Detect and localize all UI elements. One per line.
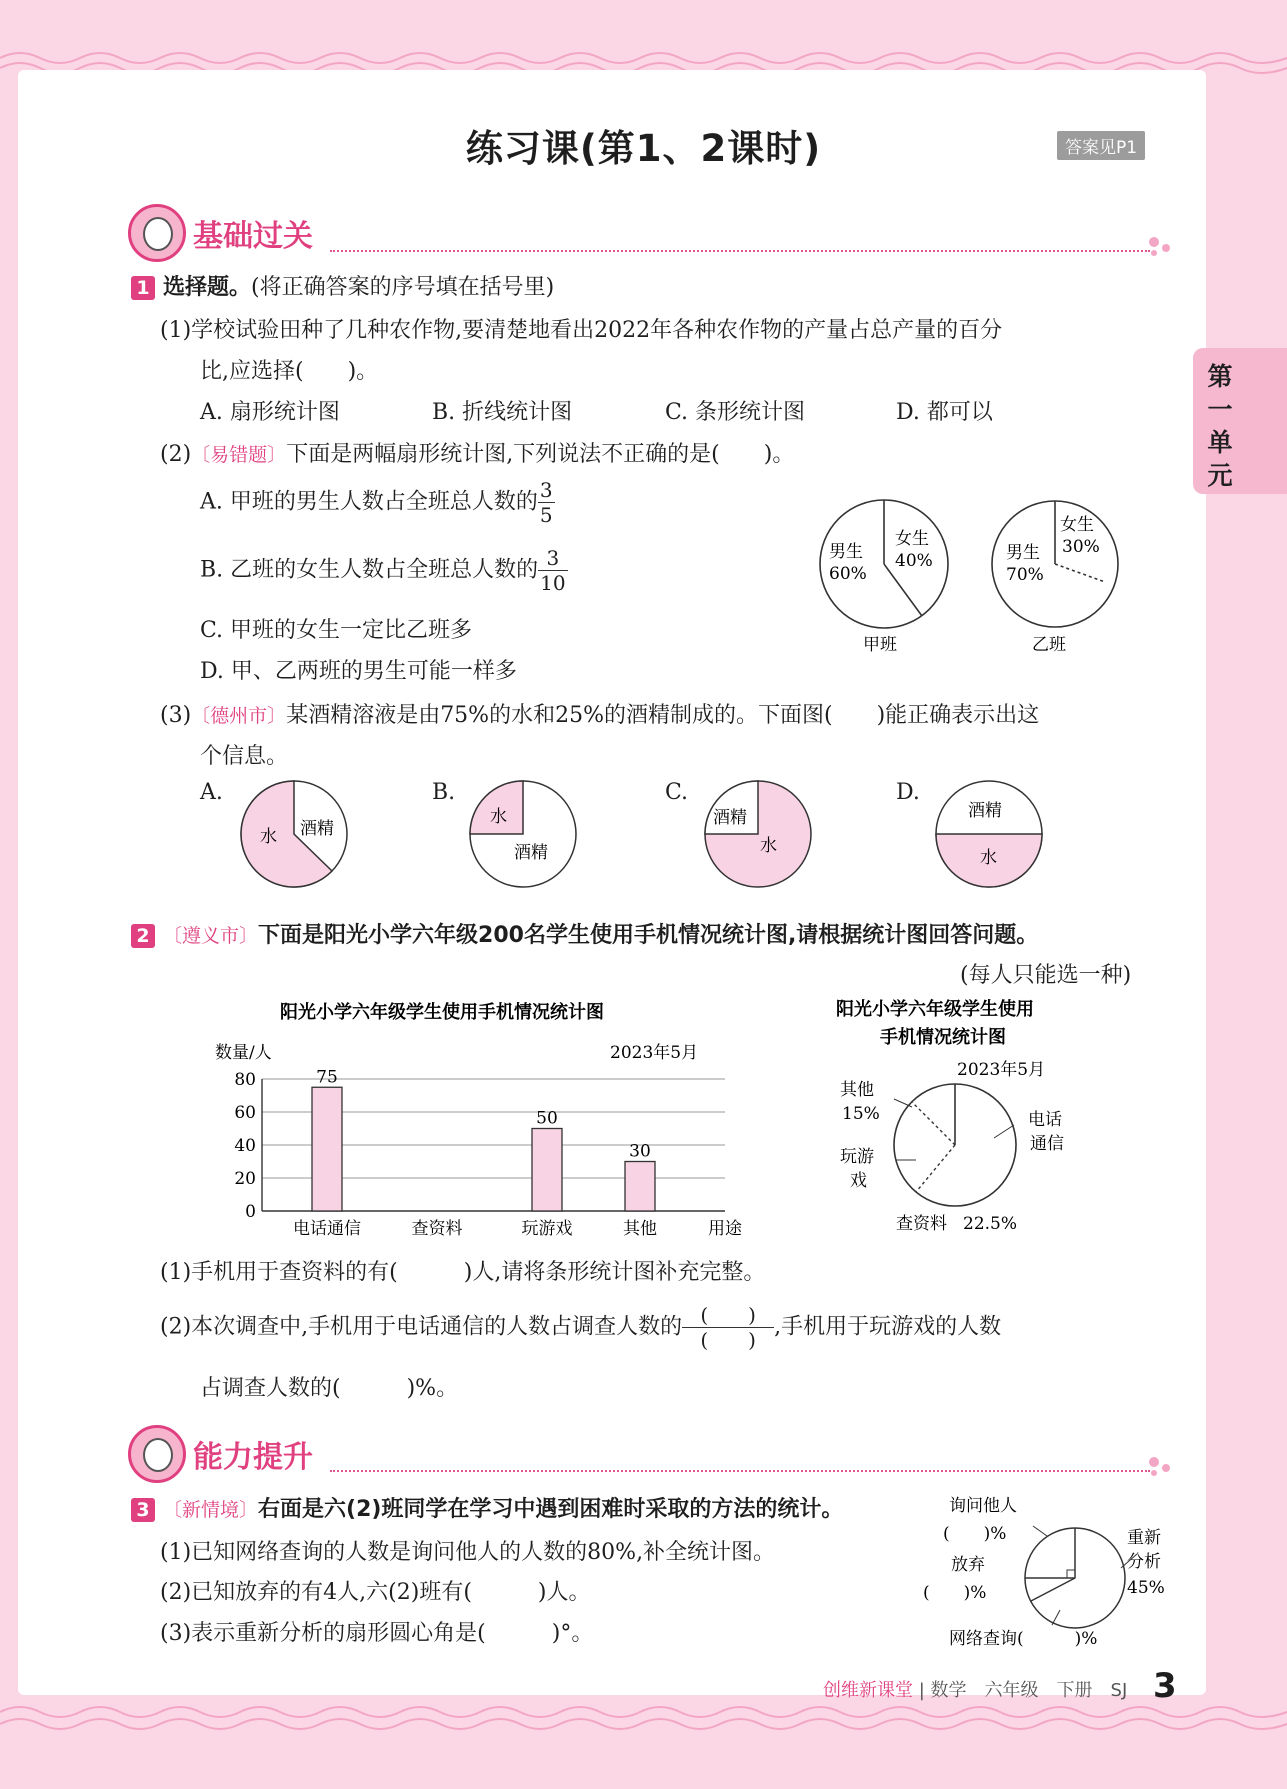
y-tick-label: 0 [245,1202,256,1222]
q1-sub3-stem [160,698,1039,729]
q3-sub1: (1)已知网络查询的人数是询问他人的人数的80%,补全统计图。 [160,1540,776,1565]
q3-sub2: (2)已知放弃的有4人,六(2)班有( )人。 [160,1580,591,1605]
side-tab-char: 一 [1207,395,1233,424]
bar-chart-phone-usage [210,998,770,1243]
fraction [538,478,555,527]
pie-title-line1: 阳光小学六年级学生使用 [836,999,1034,1020]
pie-chart-phone-usage [830,995,1090,1245]
question-number-badge: 3 [131,1498,155,1522]
fraction-denominator: 10 [540,571,566,595]
y-tick-label: 20 [234,1169,256,1189]
q1-sub3-text: 某酒精溶液是由75%的水和25%的酒精制成的。下面图( )能正确表示出这 [286,703,1040,728]
dots-ornament-icon [1146,1454,1176,1478]
pie-label-water: 水 [260,827,277,847]
question-2-header [131,918,1038,949]
q1-sub3-option-a-pie[interactable] [236,778,356,893]
y-tick-label: 40 [234,1136,256,1156]
pie-title-line2: 手机情况统计图 [880,1027,1006,1048]
footer-book-info: 数学 六年级 下册 SJ [930,1680,1128,1701]
bar [532,1129,562,1212]
pie-label-boy: 男生 [1006,543,1040,563]
q2-sub2 [160,1303,1001,1352]
q1-sub1-option-a[interactable]: A. 扇形统计图 [200,400,340,425]
answer-reference-badge: 答案见P1 [1057,131,1145,160]
q1-sub2-option-d[interactable]: D. 甲、乙两班的男生可能一样多 [200,659,517,684]
pie-label-reanalyze-1: 重新 [1127,1528,1161,1548]
pie-caption: 乙班 [1032,635,1066,655]
bar-data-label: 75 [316,1067,338,1088]
question-number-badge: 2 [131,924,155,948]
difficulty-tag: 〔易错题〕 [191,444,287,466]
x-tick-label: 玩游戏 [521,1219,573,1239]
source-tag: 〔遵义市〕 [163,925,259,947]
pie-label-water: 水 [980,848,997,868]
page-number: 3 [1153,1666,1177,1706]
pie-label-water: 水 [760,836,777,856]
question-number-badge: 1 [131,276,155,300]
fraction-blank[interactable] [682,1303,774,1352]
q2-sub2-line2: 占调查人数的( )%。 [200,1376,459,1401]
y-tick-label: 60 [234,1103,256,1123]
fraction [538,546,567,595]
pie-label-alcohol: 酒精 [713,808,747,828]
chart-ylabel: 数量/人 [215,1043,272,1063]
x-tick-label: 查资料 [411,1219,463,1239]
pie-leader-line [1033,1526,1047,1536]
fraction-denominator: 5 [539,503,553,527]
question-2-text: 下面是阳光小学六年级200名学生使用手机情况统计图,请根据统计图回答问题。 [258,923,1039,948]
question-1-note: (将正确答案的序号填在括号里) [251,275,555,300]
q1-sub1-option-b[interactable]: B. 折线统计图 [432,400,573,425]
q1-sub1-option-c[interactable]: C. 条形统计图 [665,400,806,425]
section-divider [330,250,1150,252]
q1-sub2-option-a[interactable] [200,478,555,527]
q1-sub2-option-c[interactable]: C. 甲班的女生一定比乙班多 [200,618,473,643]
pie-chart-study-methods [915,1488,1185,1658]
pie-label-boy-pct: 60% [829,564,867,584]
q1-sub2-stem [160,437,794,468]
fraction-denominator-blank[interactable]: ( ) [700,1328,756,1352]
bar-data-label: 30 [629,1141,651,1162]
page-title: 练习课(第1、2课时) [465,127,822,170]
q1-sub3-option-b-pie[interactable] [466,778,586,893]
q3-sub3: (3)表示重新分析的扇形圆心角是( )°。 [160,1621,594,1646]
pie-label-giveup: 放弃 [951,1555,985,1575]
side-tab-char: 元 [1207,461,1233,490]
bar [625,1162,655,1212]
option-text: B. 乙班的女生人数占全班总人数的 [200,557,539,583]
pie-label-giveup-pct: ( )% [923,1583,987,1603]
pie-slice-value: 22.5% [963,1214,1018,1234]
q1-sub3-option-b-label[interactable]: B. [432,780,456,805]
pie-label-girl: 女生 [895,529,929,549]
pie-label-reanalyze-pct: 45% [1127,1578,1165,1598]
question-2-note: (每人只能选一种) [960,963,1132,988]
pie-label-girl-pct: 30% [1062,537,1100,557]
fraction-numerator: 3 [538,546,567,571]
q1-sub1-line1: (1)学校试验田种了几种农作物,要清楚地看出2022年各种农作物的产量占总产量的百分 [160,318,1003,343]
pie-label-ask: 询问他人 [949,1496,1017,1516]
bar [312,1087,342,1211]
pie-slice-label: 通信 [1030,1134,1064,1154]
side-tab-char: 单 [1207,428,1233,457]
pie-label-ask-pct: ( )% [943,1524,1007,1544]
q1-sub1-option-d[interactable]: D. 都可以 [896,400,993,425]
pie-label-girl-pct: 40% [895,551,933,571]
q2-sub2-text: ,手机用于玩游戏的人数 [774,1314,1002,1340]
fraction-numerator: 3 [539,478,553,502]
pie-label-girl: 女生 [1060,515,1094,535]
pie-label-online: 网络查询( )% [949,1629,1098,1649]
pie-chart-yi-class [990,495,1140,665]
q1-sub3-option-d-label[interactable]: D. [896,780,920,805]
bar-data-label: 50 [536,1108,558,1129]
side-tab-char: 第 [1207,362,1233,391]
pie-label-alcohol: 酒精 [514,843,548,863]
q1-sub3-option-d-pie[interactable] [932,778,1052,893]
pie-caption: 甲班 [863,635,897,655]
mascot-avatar-icon [128,204,186,262]
chart-xlabel: 用途 [708,1219,742,1239]
q1-sub1-line2: 比,应选择( )。 [200,359,379,384]
x-tick-label: 电话通信 [293,1219,361,1239]
section-heading-basic: 基础过关 [193,219,313,254]
pie-label-alcohol: 酒精 [300,819,334,839]
section-heading-advanced: 能力提升 [193,1440,313,1475]
q1-sub2-label: (2) [160,442,192,467]
q1-sub3-label: (3) [160,703,192,728]
pie-slice-value: 15% [842,1104,880,1124]
pie-label-reanalyze-2: 分析 [1127,1552,1161,1572]
pie-label-boy: 男生 [829,542,863,562]
chart-title: 阳光小学六年级学生使用手机情况统计图 [280,1002,604,1023]
pie-chart-jia-class [815,495,965,665]
question-1-header [131,270,554,301]
x-tick-label: 其他 [623,1219,657,1239]
q1-sub2-text: 下面是两幅扇形统计图,下列说法不正确的是( )。 [286,442,795,467]
footer-separator: | [913,1680,931,1701]
y-tick-label: 80 [234,1070,256,1090]
pie-label-boy-pct: 70% [1006,565,1044,585]
pie-slice-label: 玩游 [840,1147,874,1167]
pie-slice-label: 其他 [840,1080,874,1100]
pie-slice-label: 电话 [1028,1110,1062,1130]
pie-leader-line [894,1099,912,1107]
q1-sub3-line2: 个信息。 [200,744,289,769]
option-text: A. 甲班的男生人数占全班总人数的 [200,489,538,515]
q2-sub1: (1)手机用于查资料的有( )人,请将条形统计图补充完整。 [160,1260,766,1285]
q2-sub2-text: (2)本次调查中,手机用于电话通信的人数占调查人数的 [160,1314,683,1340]
q1-sub3-option-a-label[interactable]: A. [200,780,223,805]
dots-ornament-icon [1146,234,1176,258]
q1-sub2-option-b[interactable] [200,546,568,595]
pie-date: 2023年5月 [957,1060,1046,1080]
question-3-text: 右面是六(2)班同学在学习中遇到困难时采取的方法的统计。 [258,1497,844,1522]
footer-brand: 创维新课堂 [823,1680,913,1701]
source-tag: 〔德州市〕 [191,705,287,727]
question-3-header [131,1492,843,1523]
source-tag: 〔新情境〕 [163,1499,259,1521]
pie-slice-label: 戏 [850,1171,867,1191]
fraction-numerator-blank[interactable]: ( ) [682,1303,774,1328]
footer-info [823,1676,1127,1702]
q1-sub3-option-c-pie[interactable] [701,778,821,893]
q1-sub3-option-c-label[interactable]: C. [665,780,689,805]
pie-slice-label: 查资料 [896,1214,947,1234]
unit-side-tab-label [1205,360,1235,492]
mascot-avatar-icon [128,1425,186,1483]
pie-label-water: 水 [490,807,507,827]
question-1-prompt: 选择题。 [163,275,252,300]
chart-date: 2023年5月 [610,1043,699,1063]
pie-label-alcohol: 酒精 [968,801,1002,821]
section-divider [330,1470,1150,1472]
